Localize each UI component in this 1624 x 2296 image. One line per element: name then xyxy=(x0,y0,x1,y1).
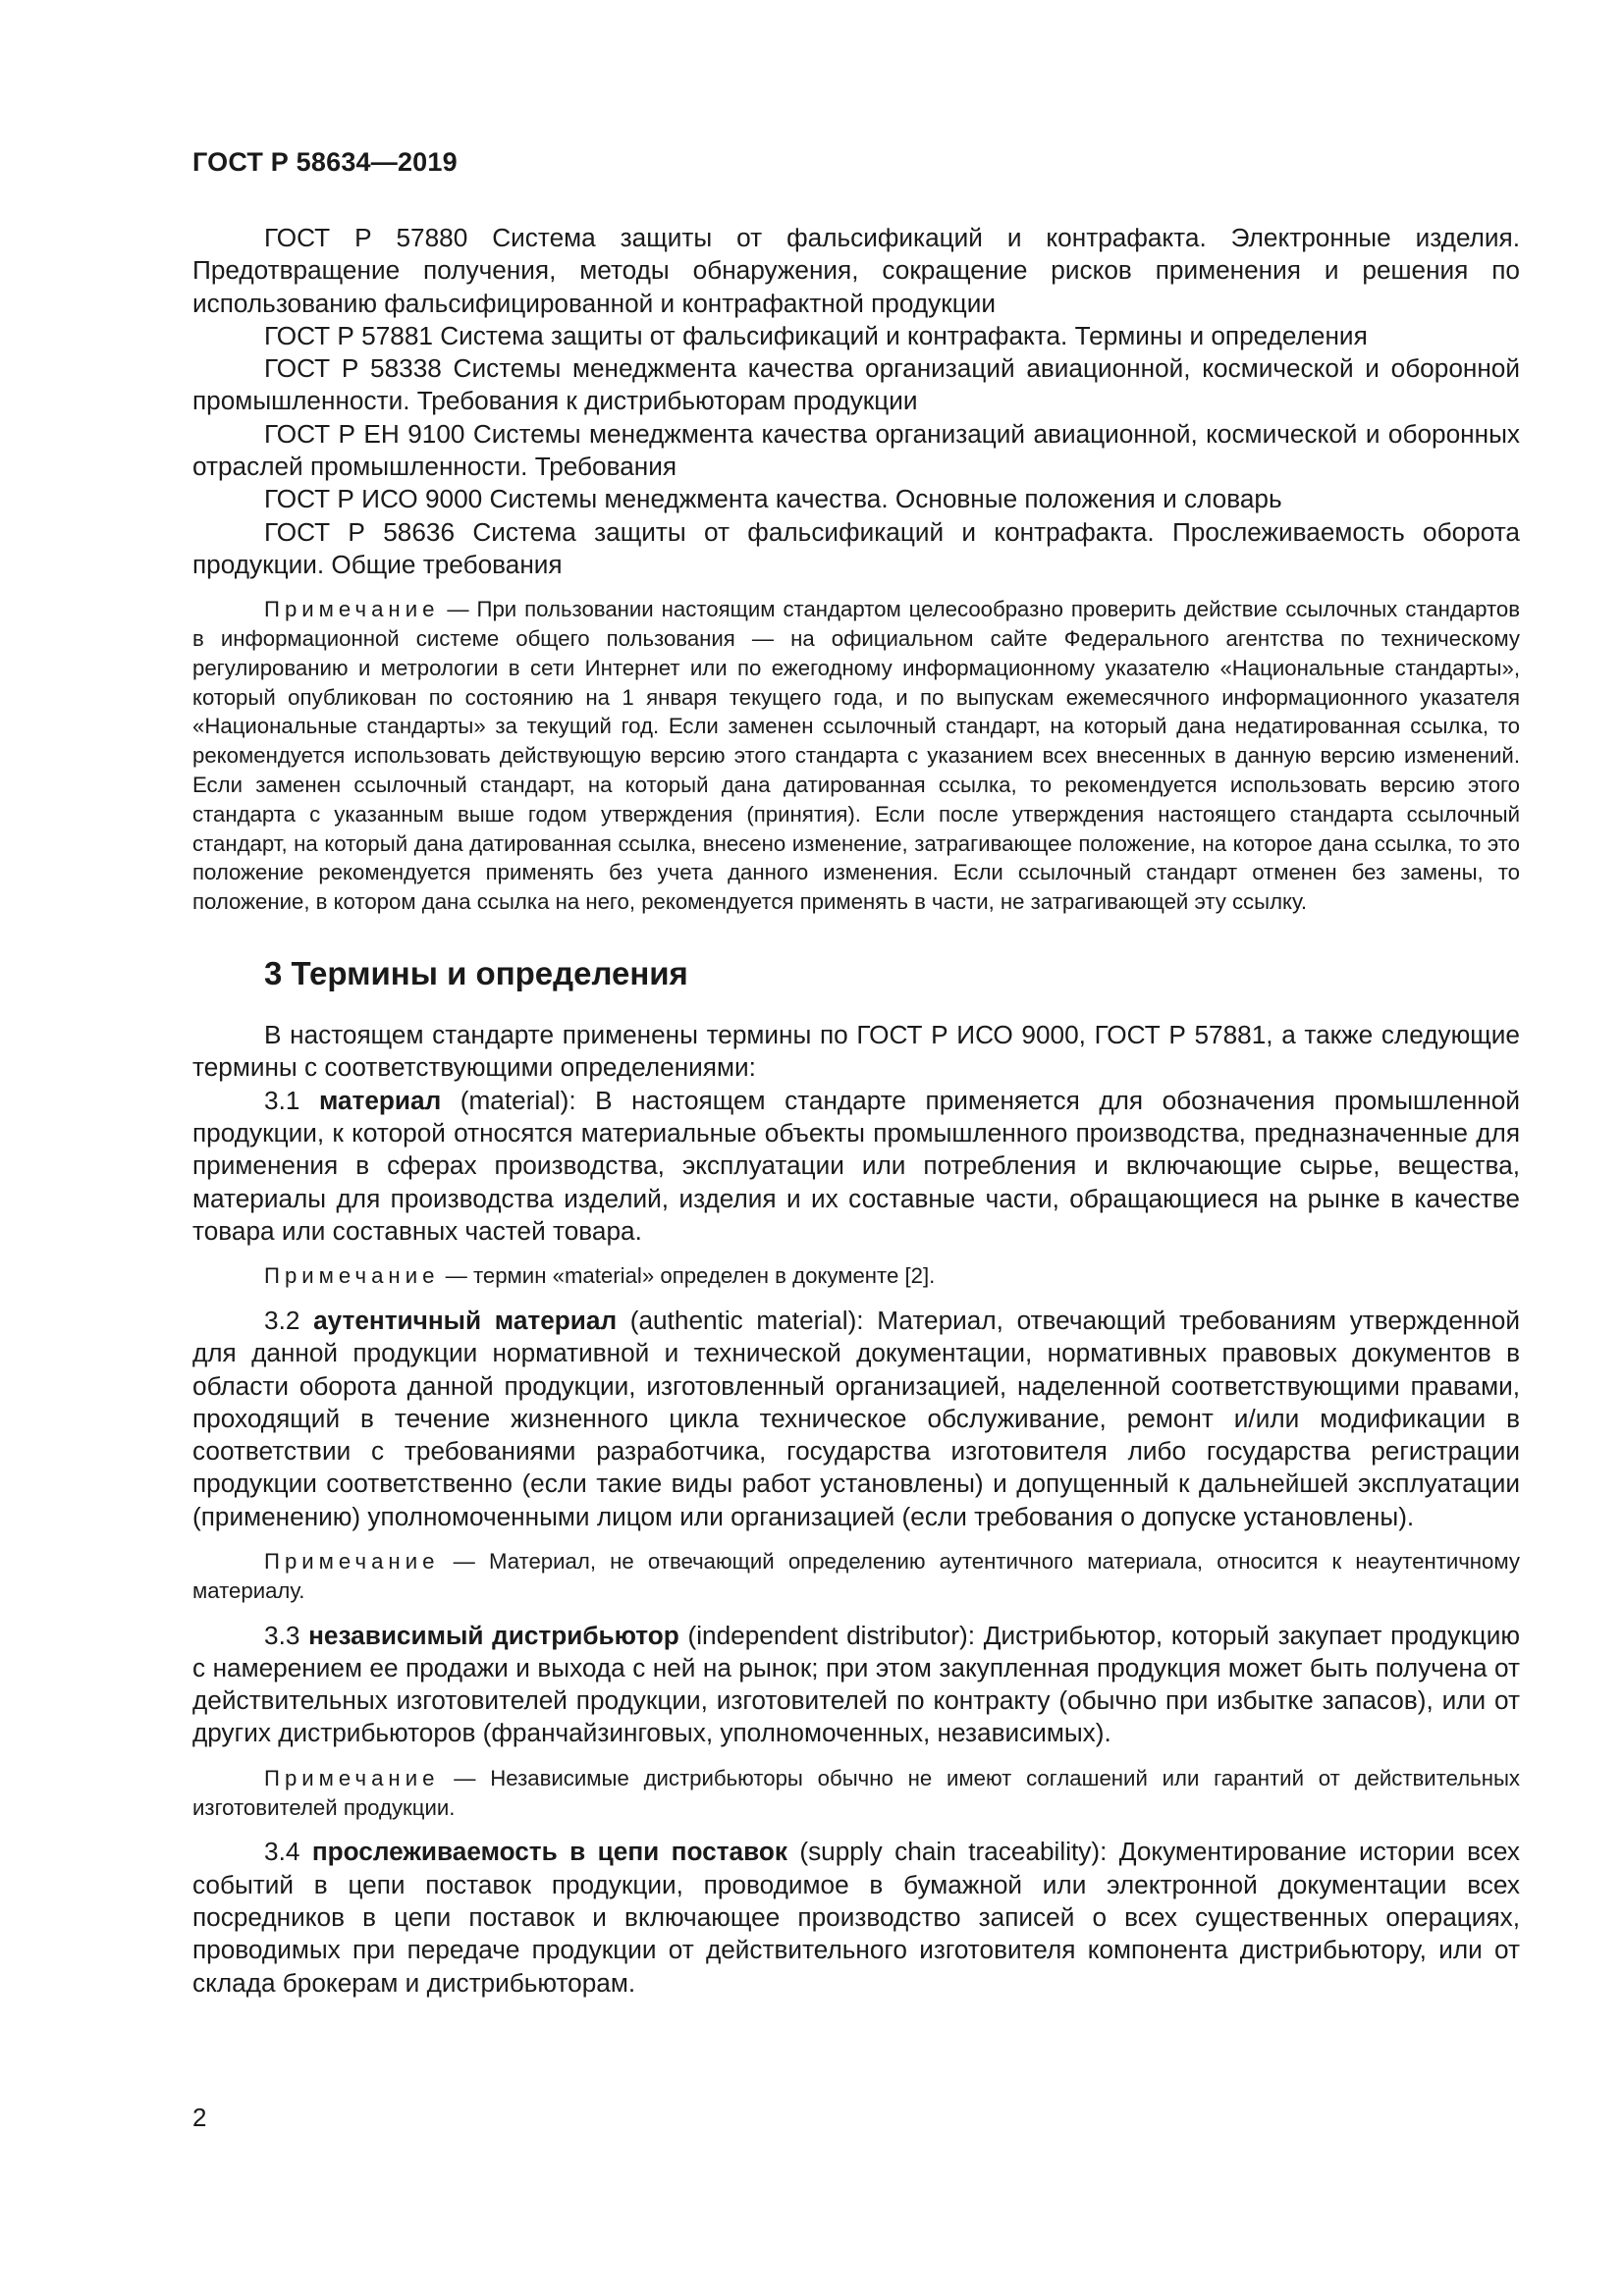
note-label: Примечание xyxy=(264,1263,440,1289)
reference-item: ГОСТ Р 58338 Системы менеджмента качества организаций авиационной, космической и оборонной промышленности. Требования к дистрибьюторам продукции xyxy=(192,353,1520,416)
term-entry xyxy=(192,1836,1520,1999)
term-definition: (authentic material): Материал, отвечающий требованиям утвержденной для данной продукции нормативной и технической документации, нормативных правовых документов в области оборота данной продукции, изготовленный организацией, наделенной соответствующими правами, проходящий в течение жизненного цикла техническое обслуживание, ремонт и/или модификации в соответствии с требованиями разработчика, государства изготовителя либо государства регистрации продукции соответственно (если такие виды работ установлены) и допущенный к дальнейшей эксплуатации (применению) уполномоченными лицом или организацией (если требования о допуске установлены). xyxy=(192,1305,1521,1531)
note-label: Примечание xyxy=(264,1765,440,1790)
reference-item: ГОСТ Р ИСО 9000 Системы менеджмента качества. Основные положения и словарь xyxy=(264,484,1282,514)
note-term xyxy=(192,1261,1520,1291)
term-number: 3.3 xyxy=(264,1620,309,1650)
running-header: ГОСТ Р 58634—2019 xyxy=(192,147,458,177)
reference-item: ГОСТ Р ЕН 9100 Системы менеджмента качества организаций авиационной, космической и оборонных отраслей промышленности. Требования xyxy=(192,418,1520,482)
term-entry xyxy=(192,1305,1520,1533)
page-content xyxy=(192,222,1520,2000)
note-text: — термин «material» определен в документе [2]. xyxy=(439,1263,936,1289)
page-number: 2 xyxy=(192,2103,207,2132)
term-entry xyxy=(192,1620,1520,1750)
section-intro: В настоящем стандарте применены термины по ГОСТ Р ИСО 9000, ГОСТ Р 57881, а также следующие термины с соответствующими определениями: xyxy=(192,1020,1520,1083)
note-label: Примечание xyxy=(264,597,440,622)
term-definition: (supply chain traceability): Документирование истории всех событий в цепи поставок продукции, проводимое в бумажной или электронной документации всех посредников в цепи поставок и включающее производство записей о всех существенных операциях, проводимых при передаче продукции от действительного изготовителя компонента дистрибьютору, или от склада брокерам и дистрибьюторам. xyxy=(192,1837,1520,1998)
term-name: аутентичный материал xyxy=(313,1305,618,1335)
term-name: прослеживаемость в цепи поставок xyxy=(311,1837,787,1867)
note-text: — При пользовании настоящим стандартом целесообразно проверить действие ссылочных стандартов в информационной системе общего пользования — на официальном сайте Федерального агентства по техническому регулированию и метрологии в сети Интернет или по ежегодному информационному указателю «Национальные стандарты», который опубликован по состоянию на 1 января текущего года, и по выпускам ежемесячного информационного указателя «Национальные стандарты» за текущий год. Если заменен ссылочный стандарт, на который дана недатированная ссылка, то рекомендуется использовать действующую версию этого стандарта с указанием всех внесенных в данную версию изменений. Если заменен ссылочный стандарт, на который дана датированная ссылка, то рекомендуется использовать версию этого стандарта с указанным выше годом утверждения (принятия). Если после утверждения настоящего стандарта ссылочный стандарт, на который дана датированная ссылка, внесено изменение, затрагивающее положение, на которое дана ссылка, то это положение рекомендуется применять без учета данного изменения. Если ссылочный стандарт отменен без замены, то положение, в котором дана ссылка на него, рекомендуется применять в части, не затрагивающей эту ссылку. xyxy=(192,597,1520,915)
term-name: независимый дистрибьютор xyxy=(308,1620,679,1650)
note-text: — Материал, не отвечающий определению аутентичного материала, относится к неаутентичному материалу. xyxy=(192,1548,1520,1603)
term-definition: (independent distributor): Дистрибьютор, который закупает продукцию с намерением ее продажи и выхода с ней на рынок; при этом закупленная продукция может быть получена от действительных изготовителей продукции, изготовителей по контракту (обычно при избытке запасов), или от других дистрибьюторов (франчайзинговых, уполномоченных, независимых). xyxy=(192,1620,1520,1748)
reference-item: ГОСТ Р 57880 Система защиты от фальсификаций и контрафакта. Электронные изделия. Предотвращение получения, методы обнаружения, сокращение рисков применения и решения по использованию фальсифицированной и контрафактной продукции xyxy=(192,223,1520,318)
term-name: материал xyxy=(318,1085,442,1115)
term-number: 3.4 xyxy=(264,1837,312,1867)
note-term xyxy=(192,1547,1520,1606)
note-term xyxy=(192,1764,1520,1823)
note-label: Примечание xyxy=(264,1548,440,1574)
term-definition: (material): В настоящем стандарте применяется для обозначения промышленной продукции, к которой относятся материальные объекты промышленного производства, предназначенные для применения в сферах производства, эксплуатации или потребления и включающие сырье, вещества, материалы для производства изделий, изделия и их составные части, обращающиеся на рынке в качестве товара или составных частей товара. xyxy=(192,1085,1521,1246)
reference-item: ГОСТ Р 58636 Система защиты от фальсификаций и контрафакта. Прослеживаемость оборота продукции. Общие требования xyxy=(192,516,1520,579)
note-references xyxy=(192,595,1520,917)
reference-item: ГОСТ Р 57881 Система защиты от фальсификаций и контрафакта. Термины и определения xyxy=(264,320,1368,350)
term-number: 3.1 xyxy=(264,1085,319,1115)
term-entry xyxy=(192,1085,1520,1248)
section-title: 3 Термины и определения xyxy=(264,955,688,992)
note-text: — Независимые дистрибьюторы обычно не имеют соглашений или гарантий от действительных изготовителей продукции. xyxy=(192,1765,1520,1820)
term-number: 3.2 xyxy=(264,1305,314,1335)
